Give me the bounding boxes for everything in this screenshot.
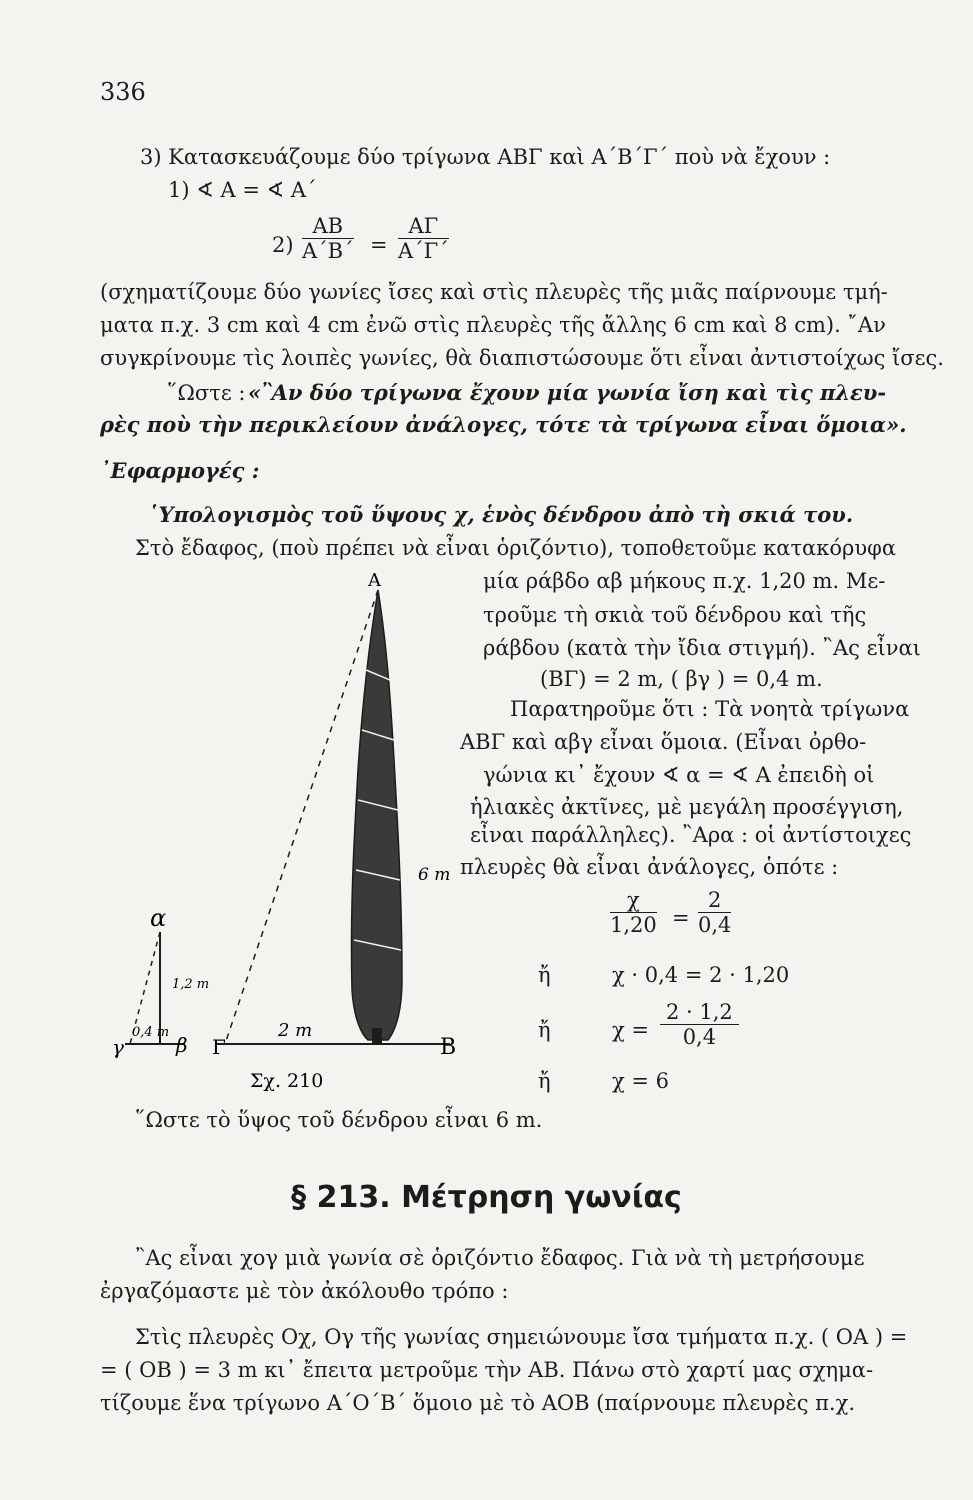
label-A: Α bbox=[368, 570, 381, 591]
equation-4: χ = 6 bbox=[612, 1069, 670, 1093]
paragraph-line: συγκρίνουμε τὶς λοιπὲς γωνίες, θὰ διαπιστώσουμε ὅτι εἶναι ἀντιστοίχως ἴσες. bbox=[100, 346, 944, 370]
section-213-heading: § 213. Μέτρηση γωνίας bbox=[291, 1180, 682, 1215]
applications-title: ῾Υπολογισμὸς τοῦ ὕψους χ, ἑνὸς δένδρου ἀπὸ τὴ σκιά του. bbox=[148, 502, 854, 527]
equation-1-lhs bbox=[610, 888, 657, 937]
equation-3-lhs: χ = bbox=[612, 1018, 649, 1042]
label-g: γ bbox=[112, 1035, 124, 1059]
application-line: ΑΒΓ καὶ αβγ εἶναι ὅμοια. (Εἶναι ὀρθο- bbox=[460, 730, 867, 754]
section213-line: ἐργαζόμαστε μὲ τὸν ἀκόλουθο τρόπο : bbox=[100, 1279, 509, 1303]
equation-2: χ · 0,4 = 2 · 1,20 bbox=[612, 963, 790, 987]
tree-silhouette bbox=[351, 590, 402, 1040]
equation-1-rhs bbox=[698, 888, 731, 937]
figure-caption: Σχ. 210 bbox=[250, 1070, 324, 1092]
eq1-rhs-denominator: 0,4 bbox=[698, 913, 732, 937]
equals-sign: = bbox=[370, 233, 388, 257]
section213-line: = ( ΟΒ ) = 3 m κι᾿ ἔπειτα μετροῦμε τὴν ΑΒ. Πάνω στὸ χαρτί μας σχημα- bbox=[100, 1358, 874, 1382]
fraction-ab-numerator: ΑΒ bbox=[302, 214, 354, 239]
application-line: ἡλιακὲς ἀκτῖνες, μὲ μεγάλη προσέγγιση, bbox=[470, 795, 904, 819]
label-G: Γ bbox=[212, 1035, 226, 1059]
result-sentence: ῞Ωστε τὸ ὕψος τοῦ δένδρου εἶναι 6 m. bbox=[135, 1108, 543, 1132]
fraction-ab-denominator: Α΄Β΄ bbox=[302, 239, 354, 263]
equals-sign: = bbox=[672, 906, 690, 930]
fraction-ab bbox=[302, 214, 354, 263]
application-line: (ΒΓ) = 2 m, ( βγ ) = 0,4 m. bbox=[540, 667, 823, 691]
section3-intro: 3) Κατασκευάζουμε δύο τρίγωνα ΑΒΓ καὶ Α΄Β΄Γ΄ ποὺ νὰ ἔχουν : bbox=[140, 145, 831, 169]
figure-210-tree-shadow bbox=[100, 570, 470, 1100]
eta-connector: ἤ bbox=[538, 1069, 551, 1093]
condition-1: 1) ∢ Α = ∢ Α΄ bbox=[168, 178, 317, 202]
eta-connector: ἤ bbox=[538, 1018, 551, 1042]
application-line: ράβδου (κατὰ τὴν ἴδια στιγμή). ῍Ας εἶναι bbox=[483, 636, 921, 660]
eq1-rhs-numerator: 2 bbox=[698, 888, 731, 913]
conclusion-line: «῍Αν δύο τρίγωνα ἔχουν μία γωνία ἴση καὶ τὶς πλευ- bbox=[248, 380, 887, 405]
equation-3-rhs bbox=[660, 1000, 739, 1049]
label-B: Β bbox=[440, 1035, 457, 1060]
application-line: μία ράβδο αβ μήκους π.χ. 1,20 m. Με- bbox=[483, 569, 886, 593]
label-rod-shadow: 0,4 m bbox=[132, 1025, 170, 1040]
section213-line: Στὶς πλευρὲς Οχ, Ογ τῆς γωνίας σημειώνουμε ἴσα τμήματα π.χ. ( ΟΑ ) = bbox=[135, 1325, 908, 1349]
application-line: γώνια κι᾿ ἔχουν ∢ α = ∢ Α ἐπειδὴ οἱ bbox=[483, 763, 875, 787]
page-number: 336 bbox=[100, 78, 146, 106]
application-line: εἶναι παράλληλες). ῍Αρα : οἱ ἀντίστοιχες bbox=[470, 823, 912, 847]
fraction-ag-denominator: Α΄Γ΄ bbox=[398, 239, 449, 263]
paragraph-line: ματα π.χ. 3 cm καὶ 4 cm ἐνῶ στὶς πλευρὲς τῆς ἄλλης 6 cm καὶ 8 cm). ῎Αν bbox=[100, 313, 886, 337]
application-line: τροῦμε τὴ σκιὰ τοῦ δένδρου καὶ τῆς bbox=[483, 603, 867, 627]
eq3-numerator: 2 · 1,2 bbox=[660, 1000, 739, 1025]
application-line: Παρατηροῦμε ὅτι : Τὰ νοητὰ τρίγωνα bbox=[510, 697, 910, 721]
fraction-ag-numerator: ΑΓ bbox=[398, 214, 449, 239]
eq1-lhs-numerator: χ bbox=[610, 888, 657, 913]
conclusion-prefix: ῞Ωστε : bbox=[167, 381, 246, 405]
tree-trunk bbox=[372, 1028, 382, 1044]
condition-2-label: 2) bbox=[272, 233, 294, 257]
paragraph-line: (σχηματίζουμε δύο γωνίες ἴσες καὶ στὶς πλευρὲς τῆς μιᾶς παίρνουμε τμή- bbox=[100, 280, 888, 304]
conclusion-line: ρὲς ποὺ τὴν περικλείουν ἀνάλογες, τότε τὰ τρίγωνα εἶναι ὅμοια». bbox=[100, 412, 907, 437]
label-tree-height: 6 m bbox=[418, 865, 451, 885]
application-line: Στὸ ἔδαφος, (ποὺ πρέπει νὰ εἶναι ὁριζόντιο), τοποθετοῦμε κατακόρυφα bbox=[135, 536, 897, 560]
label-a: α bbox=[150, 904, 167, 932]
section213-line: τίζουμε ἕνα τρίγωνο Α΄Ο΄Β΄ ὅμοιο μὲ τὸ ΑΟΒ (παίρνουμε πλευρὲς π.χ. bbox=[100, 1391, 856, 1415]
applications-label: ᾿Εφαρμογές : bbox=[100, 458, 260, 483]
eta-connector: ἤ bbox=[538, 963, 551, 987]
label-tree-shadow: 2 m bbox=[278, 1020, 313, 1041]
section213-line: ῍Ας εἶναι χογ μιὰ γωνία σὲ ὁριζόντιο ἔδαφος. Γιὰ νὰ τὴ μετρήσουμε bbox=[135, 1246, 865, 1270]
label-b: β bbox=[176, 1033, 188, 1057]
application-line: πλευρὲς θὰ εἶναι ἀνάλογες, ὁπότε : bbox=[460, 855, 839, 879]
fraction-ag bbox=[398, 214, 449, 263]
eq3-denominator: 0,4 bbox=[682, 1025, 717, 1049]
label-rod-length: 1,2 m bbox=[172, 977, 210, 992]
eq1-lhs-denominator: 1,20 bbox=[610, 913, 657, 937]
